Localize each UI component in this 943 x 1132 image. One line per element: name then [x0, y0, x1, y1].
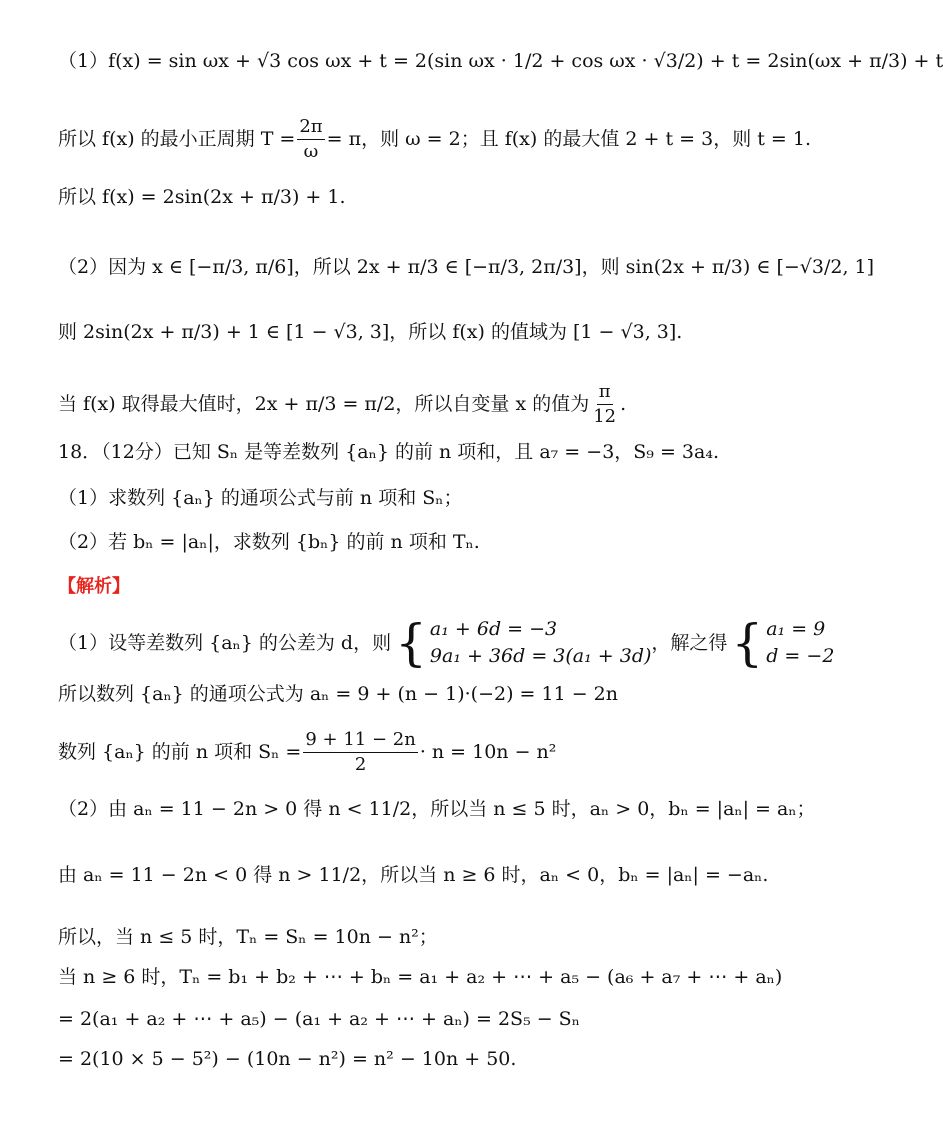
question-18-stem: [58, 443, 770, 462]
part2-max-period: .: [620, 392, 627, 415]
tn-derivation-result: = 2(10 × 5 − 5²) − (10n − n²) = n² − 10n + 50.: [58, 1048, 517, 1070]
part1-line-3: [58, 188, 770, 207]
part2-range-derivation: （2）因为 x ∈ [−π/3, π/6]，所以 2x + π/3 ∈ [−π/3, 2π/3]，则 sin(2x + π/3) ∈ [−√3/2, 1]: [58, 256, 875, 278]
question-18-part-2: [58, 533, 770, 552]
question-18-part-2-text: （2）若 bₙ = |aₙ|，求数列 {bₙ} 的前 n 项和 Tₙ.: [58, 531, 480, 553]
system-1-row-1: a₁ + 6d = −3: [429, 618, 558, 640]
part1-period-conclusion: = π，则 ω = 2；且 f(x) 的最大值 2 + t = 3，则 t = 1.: [326, 127, 811, 150]
part2-value-range: 则 2sin(2x + π/3) + 1 ∈ [1 − √3, 3]，所以 f(x) 的值域为 [1 − √3, 3].: [58, 321, 683, 343]
analysis-label: 【解析】: [58, 576, 130, 597]
positive-terms-condition: （2）由 aₙ = 11 − 2n > 0 得 n < 11/2，所以当 n ≤ 5 时，aₙ > 0，bₙ = |aₙ| = aₙ；: [58, 798, 816, 820]
question-18-part-1: [58, 489, 770, 508]
part1-line-1: [58, 50, 943, 72]
part2-line-3: [58, 382, 770, 427]
tn-case-small-n: 所以，当 n ≤ 5 时，Tₙ = Sₙ = 10n − n²；: [58, 926, 438, 948]
tn-derivation-step-1: = 2(a₁ + a₂ + ⋯ + a₅) − (a₁ + a₂ + ⋯ + aₙ) = 2S₅ − Sₙ: [58, 1008, 580, 1030]
sum-fraction: [303, 730, 417, 775]
sum-formula-result: · n = 10n − n²: [419, 740, 557, 763]
part2-line-1: [58, 256, 875, 278]
system-2-row-2: d = −2: [766, 645, 835, 667]
period-fraction: [297, 117, 324, 162]
analysis-heading: [58, 578, 770, 596]
equation-system-1: [395, 614, 652, 672]
solution-line-9: [58, 1050, 770, 1069]
solution-line-6: [58, 928, 770, 947]
part1-period-text: 所以 f(x) 的最小正周期 T =: [58, 127, 296, 150]
sum-fraction-denominator: 2: [354, 753, 367, 775]
period-fraction-numerator: 2π: [297, 117, 324, 140]
solution-line-3: [58, 730, 770, 775]
question-18-text: 18．（12分）已知 Sₙ 是等差数列 {aₙ} 的前 n 项和，且 a₇ = −3，S₉ = 3a₄.: [58, 441, 719, 463]
equation-system-2: [731, 614, 835, 672]
sum-formula-text: 数列 {aₙ} 的前 n 项和 Sₙ =: [58, 740, 302, 763]
solution-line-4: [58, 798, 816, 820]
solution-line-1: [58, 614, 835, 672]
part2-max-text: 当 f(x) 取得最大值时，2x + π/3 = π/2，所以自变量 x 的值为: [58, 392, 590, 415]
solution-line-7: [58, 966, 783, 988]
x-value-fraction: [591, 382, 618, 427]
tn-case-large-n: 当 n ≥ 6 时，Tₙ = b₁ + b₂ + ⋯ + bₙ = a₁ + a₂ + ⋯ + a₅ − (a₆ + a₇ + ⋯ + aₙ): [58, 966, 783, 988]
solution-solve-text: ，解之得: [651, 631, 728, 654]
system-1-row-2: 9a₁ + 36d = 3(a₁ + 3d): [429, 645, 652, 667]
solution-setup-text: （1）设等差数列 {aₙ} 的公差为 d，则: [58, 631, 392, 654]
sum-fraction-numerator: 9 + 11 − 2n: [303, 730, 417, 753]
solution-line-8: [58, 1010, 770, 1029]
general-term-formula: 所以数列 {aₙ} 的通项公式为 aₙ = 9 + (n − 1)·(−2) = 11 − 2n: [58, 683, 618, 705]
x-value-numerator: π: [597, 382, 613, 405]
x-value-denominator: 12: [593, 405, 617, 427]
period-fraction-denominator: ω: [303, 140, 319, 162]
part1-formula-fx-expansion: （1）f(x) = sin ωx + √3 cos ωx + t = 2(sin ωx · 1/2 + cos ωx · √3/2) + t = 2sin(ωx + π/3) + t: [58, 50, 943, 72]
part2-line-2: [58, 323, 770, 342]
part1-line-2: [58, 116, 811, 162]
part1-fx-result: 所以 f(x) = 2sin(2x + π/3) + 1.: [58, 186, 346, 208]
solution-line-2: [58, 685, 770, 704]
left-brace-icon: {: [395, 614, 427, 672]
negative-terms-condition: 由 aₙ = 11 − 2n < 0 得 n > 11/2，所以当 n ≥ 6 时，aₙ < 0，bₙ = |aₙ| = −aₙ.: [58, 864, 769, 886]
question-18-part-1-text: （1）求数列 {aₙ} 的通项公式与前 n 项和 Sₙ；: [58, 487, 463, 509]
solution-line-5: [58, 866, 770, 885]
left-brace-icon: {: [731, 614, 764, 672]
system-2-row-1: a₁ = 9: [766, 618, 826, 640]
